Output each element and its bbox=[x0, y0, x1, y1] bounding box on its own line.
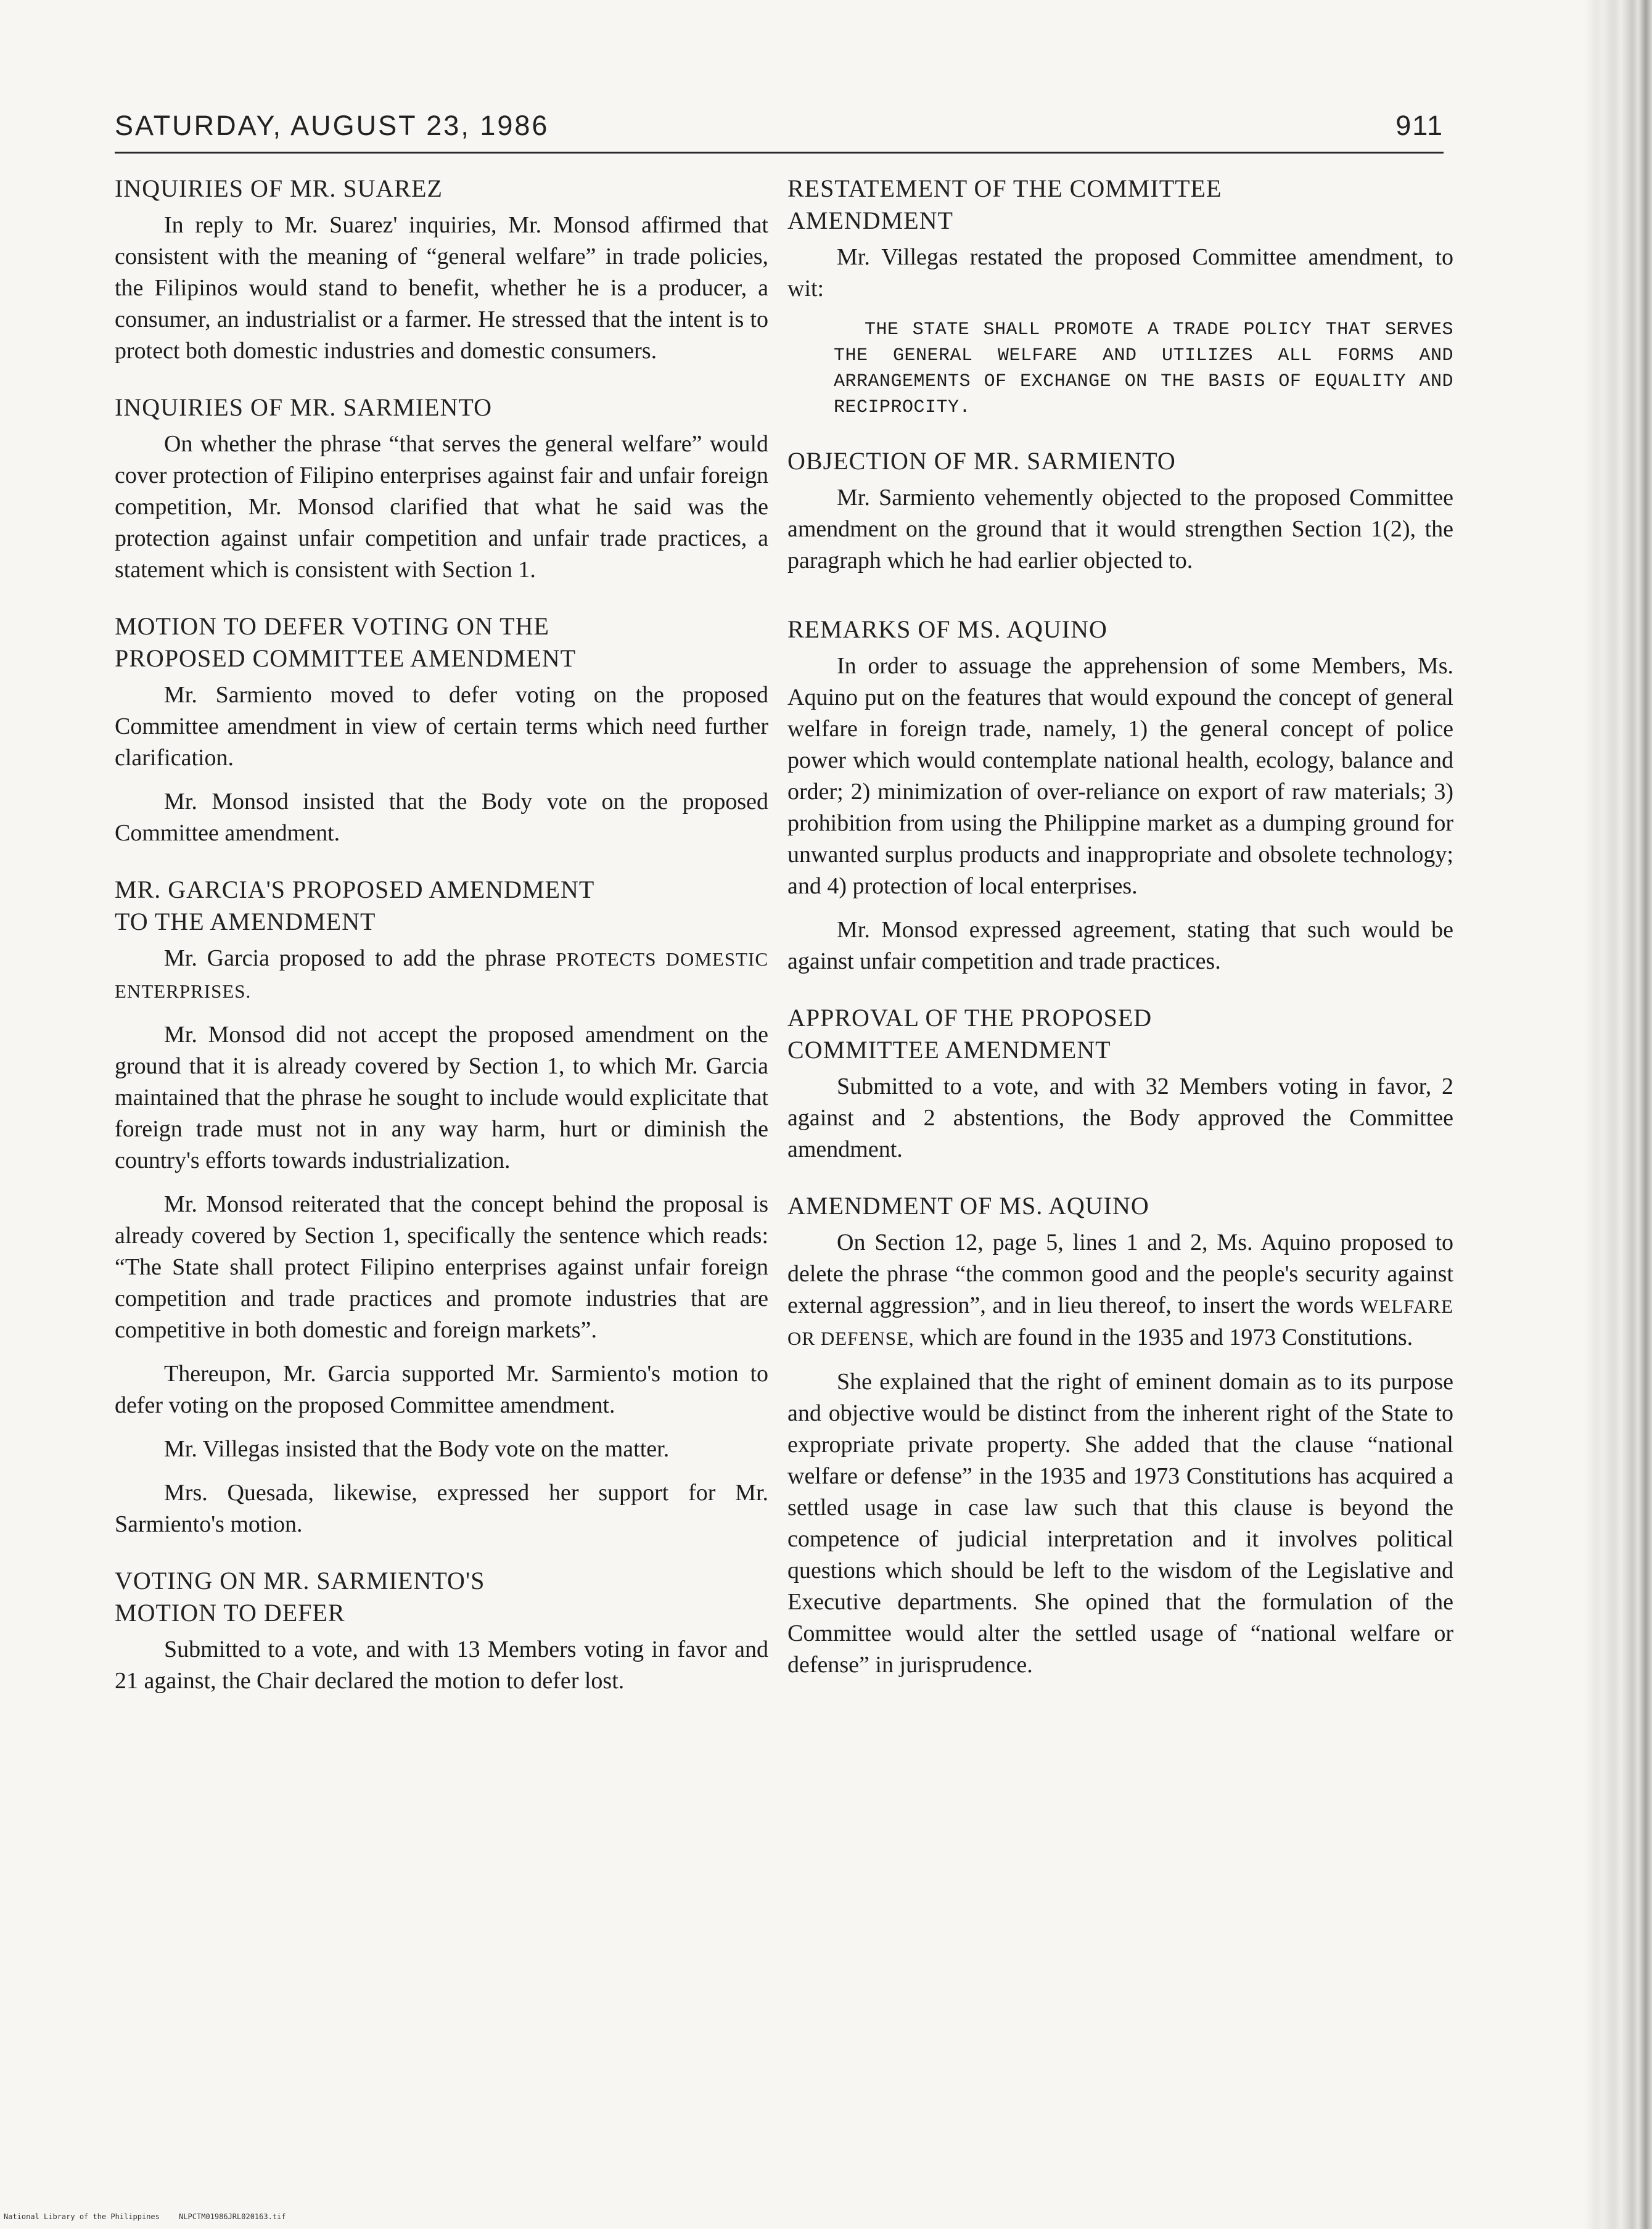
section-heading: AMENDMENT OF MS. AQUINO bbox=[787, 1192, 1149, 1220]
section-heading: VOTING ON MR. SARMIENTO'S MOTION TO DEFER bbox=[115, 1567, 485, 1627]
scan-footer bbox=[4, 2212, 301, 2221]
paragraph: On whether the phrase “that serves the general welfare” would cover protection of Filipino enterprises against fair and unfair foreign competition, Mr. Monsod clarified that what he said was the protection against unfair competition and unfair trade practices, a statement which is consistent with Section 1. bbox=[115, 431, 768, 583]
paragraph: Mr. Sarmiento vehemently objected to the proposed Committee amendment on the ground that it would strengthen Section 1(2), the paragraph which he had earlier objected to. bbox=[787, 485, 1453, 573]
paragraph: Mr. Monsod did not accept the proposed amendment on the ground that it is already covered by Section 1, to which Mr. Garcia maintained that the phrase he sought to include would explicitate that foreign trade must not in any way harm, hurt or diminish the country's efforts towards industrialization. bbox=[115, 1022, 768, 1173]
section-inquiries-sarmiento bbox=[115, 392, 768, 586]
page-number: 911 bbox=[1395, 110, 1444, 141]
paragraph-text: which are found in the 1935 and 1973 Constitutions. bbox=[920, 1324, 1413, 1350]
binding-edge bbox=[1584, 0, 1652, 2229]
section-objection-sarmiento bbox=[787, 445, 1453, 577]
section-heading: REMARKS OF MS. AQUINO bbox=[787, 615, 1107, 643]
paragraph: Submitted to a vote, and with 32 Members voting in favor, 2 against and 2 abstentions, the Body approved the Committee amendment. bbox=[787, 1073, 1453, 1162]
footer-file: NLPCTM01986JRL020163.tif bbox=[179, 2212, 286, 2221]
paragraph: Mr. Sarmiento moved to defer voting on the proposed Committee amendment in view of certain terms which need further clarification. bbox=[115, 682, 768, 771]
header-rule bbox=[115, 152, 1444, 154]
header-date: SATURDAY, AUGUST 23, 1986 bbox=[115, 110, 549, 141]
section-remarks-aquino bbox=[787, 614, 1453, 977]
paragraph-text: On Section 12, page 5, lines 1 and 2, Ms. Aquino proposed to delete the phrase “the common good and the people's security against external aggression”, and in lieu thereof, to insert the words bbox=[787, 1229, 1453, 1318]
running-head bbox=[115, 110, 1444, 147]
section-approval bbox=[787, 1002, 1453, 1165]
section-heading: OBJECTION OF MR. SARMIENTO bbox=[787, 447, 1176, 475]
left-column bbox=[115, 173, 768, 1709]
paragraph: Mr. Villegas restated the proposed Committee amendment, to wit: bbox=[787, 244, 1453, 302]
section-voting-on-motion bbox=[115, 1565, 768, 1697]
section-motion-to-defer bbox=[115, 610, 768, 849]
section-heading: INQUIRIES OF MR. SUAREZ bbox=[115, 174, 443, 202]
paragraph: Mr. Monsod insisted that the Body vote on the proposed Committee amendment. bbox=[115, 789, 768, 846]
paragraph: She explained that the right of eminent domain as to its purpose and objective would be distinct from the inherent right of the State to expropriate private property. She added that the clause “national welfare or defense” in the 1935 and 1973 Constitutions has acquired a settled usage in case law such that this clause is beyond the competence of judicial interpretation and it involves political questions which should be left to the wisdom of the Legislative and Executive departments. She opined that the formulation of the Committee would alter the settled usage of “national welfare or defense” in jurisprudence. bbox=[787, 1369, 1453, 1678]
section-garcia-amendment bbox=[115, 874, 768, 1540]
footer-library: National Library of the Philippines bbox=[4, 2212, 160, 2221]
paragraph: Mr. Villegas insisted that the Body vote on the matter. bbox=[164, 1436, 670, 1462]
paragraph: Thereupon, Mr. Garcia supported Mr. Sarmiento's motion to defer voting on the proposed Committee amendment. bbox=[115, 1361, 768, 1418]
paragraph: Mr. Monsod expressed agreement, stating that such would be against unfair competition and trade practices. bbox=[787, 917, 1453, 974]
small-caps-phrase: WELFARE OR DEFENSE, bbox=[787, 1295, 1453, 1349]
paragraph: In order to assuage the apprehension of some Members, Ms. Aquino put on the features that would expound the concept of general welfare in foreign trade, namely, 1) the general concept of police power which would contemplate national health, ecology, balance and order; 2) minimization of over-reliance on export of raw materials; 3) prohibition from using the Philippine market as a dumping ground for unwanted surplus products and inappropriate and obsolete technology; and 4) protection of local enterprises. bbox=[787, 653, 1453, 899]
section-amendment-aquino bbox=[787, 1190, 1453, 1681]
section-heading: APPROVAL OF THE PROPOSED COMMITTEE AMENDMENT bbox=[787, 1004, 1153, 1064]
section-heading: INQUIRIES OF MR. SARMIENTO bbox=[115, 393, 492, 421]
section-heading: MR. GARCIA'S PROPOSED AMENDMENT TO THE AMENDMENT bbox=[115, 876, 595, 935]
small-caps-phrase: PROTECTS DOMESTIC ENTERPRISES. bbox=[115, 948, 769, 1002]
section-inquiries-suarez bbox=[115, 173, 768, 367]
paragraph-text: Mr. Garcia proposed to add the phrase bbox=[164, 945, 546, 971]
section-restatement bbox=[787, 173, 1453, 421]
paragraph bbox=[115, 943, 768, 1007]
right-column bbox=[787, 173, 1453, 1693]
paragraph: Submitted to a vote, and with 13 Members voting in favor and 21 against, the Chair declared the motion to defer lost. bbox=[115, 1636, 768, 1694]
section-heading: MOTION TO DEFER VOTING ON THE PROPOSED COMMITTEE AMENDMENT bbox=[115, 612, 577, 672]
section-heading: RESTATEMENT OF THE COMMITTEE AMENDMENT bbox=[787, 174, 1222, 234]
paragraph: Mr. Monsod reiterated that the concept behind the proposal is already covered by Section 1, specifically the sentence which reads: “The State shall protect Filipino enterprises against unfair foreign competition and trade practices and promote industries that are competitive in both domestic and foreign markets”. bbox=[115, 1191, 768, 1343]
paragraph: Mrs. Quesada, likewise, expressed her support for Mr. Sarmiento's motion. bbox=[115, 1480, 768, 1537]
paragraph bbox=[787, 1227, 1453, 1354]
quoted-amendment: THE STATE SHALL PROMOTE A TRADE POLICY THAT SERVES THE GENERAL WELFARE AND UTILIZES ALL FORMS AND ARRANGEMENTS OF EXCHANGE ON THE BASIS OF EQUALITY AND RECIPROCITY. bbox=[834, 319, 1453, 418]
paragraph: In reply to Mr. Suarez' inquiries, Mr. Monsod affirmed that consistent with the meaning of “general welfare” in trade policies, the Filipinos would stand to benefit, whether he is a producer, a consumer, an industrialist or a farmer. He stressed that the intent is to protect both domestic industries and domestic consumers. bbox=[115, 212, 768, 364]
